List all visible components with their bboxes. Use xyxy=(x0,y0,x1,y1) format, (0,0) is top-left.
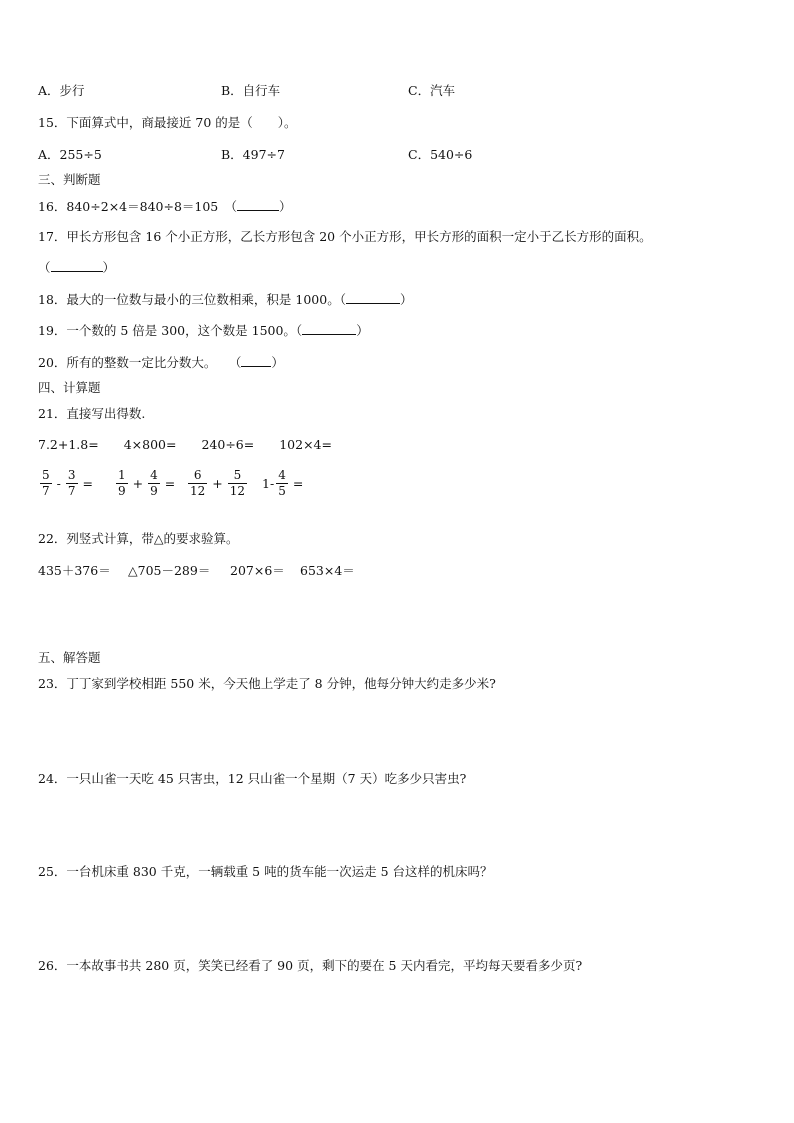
q19-text: 19．一个数的 5 倍是 300，这个数是 1500。（ xyxy=(38,323,303,338)
q22-expr-4: 653×4＝ xyxy=(300,563,355,578)
fraction: $\frac{1}{9}$ xyxy=(118,467,126,498)
section-5-heading: 五、解答题 xyxy=(38,650,101,665)
q22-expr-2: △705－289＝ xyxy=(128,563,211,578)
q26-text: 26．一本故事书共 280 页，笑笑已经看了 90 页，剩下的要在 5 天内看完，平均每天要看多少页? xyxy=(38,958,583,973)
q17-text: 17．甲长方形包含 16 个小正方形，乙长方形包含 20 个小正方形，甲长方形的面积一定小于乙长方形的面积。 xyxy=(38,229,652,244)
q19-answer-blank[interactable] xyxy=(302,322,356,335)
q16 xyxy=(38,198,292,215)
q18 xyxy=(38,291,412,308)
q17-answer-blank[interactable] xyxy=(51,259,103,272)
q16-close: ） xyxy=(279,199,292,214)
q17-close: ） xyxy=(102,260,116,275)
q17-open: （ xyxy=(38,260,51,275)
q18-close: ） xyxy=(399,292,413,307)
q17-answer xyxy=(38,259,115,276)
q21-fraction-expr-3: $\frac{6}{12}$ + $\frac{5}{12}$ xyxy=(190,467,246,498)
q18-answer-blank[interactable] xyxy=(346,291,400,304)
q21-fraction-expr-1: $\frac{5}{7}$ - $\frac{3}{7}$ = xyxy=(42,467,93,498)
q23-text: 23．丁丁家到学校相距 550 米，今天他上学走了 8 分钟，他每分钟大约走多少米? xyxy=(38,676,496,691)
q14-option-b: B．自行车 xyxy=(221,83,281,98)
q15-stem: 15．下面算式中，商最接近 70 的是（ ）。 xyxy=(38,115,297,130)
q19-close: ） xyxy=(356,323,369,338)
q15-option-c: C．540÷6 xyxy=(408,147,473,162)
q14-option-c: C．汽车 xyxy=(408,83,456,98)
q14-option-a: A．步行 xyxy=(38,83,85,98)
q20 xyxy=(38,354,284,371)
fraction: $\frac{4}{5}$ xyxy=(278,467,286,498)
q22-stem: 22．列竖式计算，带△的要求验算。 xyxy=(38,531,239,546)
fraction: $\frac{5}{7}$ xyxy=(42,467,50,498)
q24-text: 24．一只山雀一天吃 45 只害虫，12 只山雀一个星期（7 天）吃多少只害虫? xyxy=(38,771,467,786)
q25-text: 25．一台机床重 830 千克，一辆载重 5 吨的货车能一次运走 5 台这样的机床吗？ xyxy=(38,864,493,879)
q16-text: 16．840÷2×4＝840÷8＝105 （ xyxy=(38,199,238,214)
q21-row-1: 7.2+1.8= 4×800= 240÷6= 102×4= xyxy=(38,437,332,452)
q21-fraction-expr-2: $\frac{1}{9}$ + $\frac{4}{9}$ = xyxy=(118,467,176,498)
fraction: $\frac{5}{12}$ xyxy=(229,467,246,498)
q22-expr-1: 435＋376＝ xyxy=(38,563,111,578)
q21-stem: 21．直接写出得数. xyxy=(38,406,146,421)
q18-text: 18．最大的一位数与最小的三位数相乘，积是 1000。（ xyxy=(38,292,346,307)
q15-option-a: A．255÷5 xyxy=(38,147,102,162)
fraction: $\frac{4}{9}$ xyxy=(150,467,158,498)
q20-text: 20．所有的整数一定比分数大。 （ xyxy=(38,355,242,370)
q19 xyxy=(38,322,369,339)
q20-answer-blank[interactable] xyxy=(241,354,271,367)
fraction: $\frac{3}{7}$ xyxy=(67,467,76,498)
fraction: $\frac{6}{12}$ xyxy=(190,467,206,498)
q21-fraction-expr-4: 1- $\frac{4}{5}$ = xyxy=(262,467,304,498)
section-3-heading: 三、判断题 xyxy=(38,172,101,187)
q15-option-b: B．497÷7 xyxy=(221,147,285,162)
q20-close: ） xyxy=(271,355,284,370)
section-4-heading: 四、计算题 xyxy=(38,380,101,395)
q22-expr-3: 207×6＝ xyxy=(230,563,285,578)
q16-answer-blank[interactable] xyxy=(237,198,279,211)
